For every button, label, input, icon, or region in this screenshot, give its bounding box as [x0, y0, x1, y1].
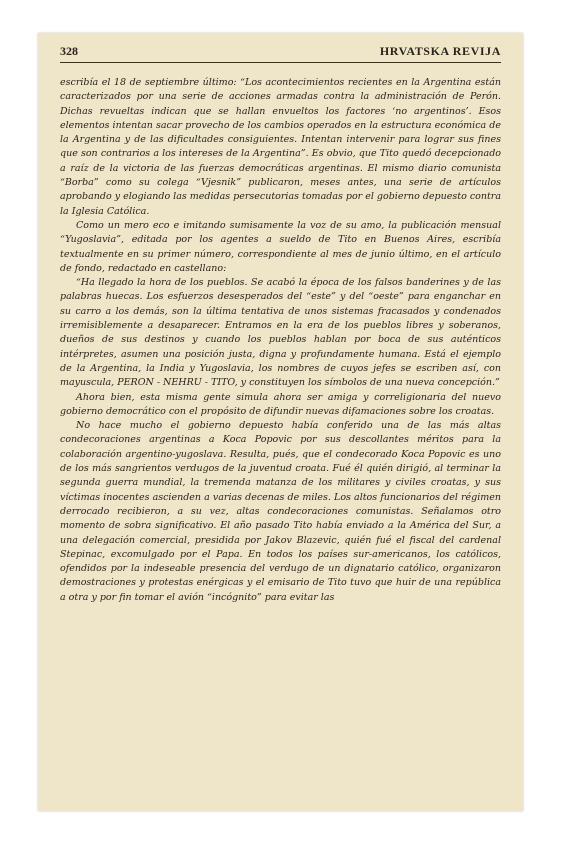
- page-header: [60, 42, 501, 63]
- page-number: 328: [60, 44, 78, 58]
- paragraph: Como un mero eco e imitando sumisamente la voz de su amo, la publicación mensual “Yugoslavia”, editada por los agentes a sueldo de Tito en Buenos Aires, escribía textualmente en su primer número, correspondiente al mes de junio último, en el artículo de fondo, redactado en castellano:: [60, 219, 501, 274]
- paragraph: Ahora bien, esta misma gente simula ahora ser amiga y correligionaria del nuevo gobierno democrático con el propósito de difundir nuevas difamaciones sobre los croatas.: [60, 391, 501, 417]
- running-title: HRVATSKA REVIJA: [379, 44, 501, 58]
- body-text: [60, 76, 501, 605]
- book-page: [38, 33, 523, 811]
- quoted-paragraph: “Ha llegado la hora de los pueblos. Se acabó la época de los falsos banderines y de las palabras huecas. Los esfuerzos desesperados del “este” y del “oeste” para enganchar en su carro a los demás, son la última tentativa de unos sistemas fracasados y condenados irremisiblemente a desaparecer. Entramos en la era de los pueblos libres y soberanos, dueños de sus destinos y cuando los pueblos hablan por boca de sus auténticos intérpretes, asumen una posición justa, digna y profundamente humana. Está el ejemplo de la Argentina, la India y Yugoslavia, los nombres de cuyos jefes se escriben así, con mayuscula, PERON - NEHRU - TITO, y constituyen los símbolos de una nueva concepción.”: [60, 277, 501, 389]
- paragraph: No hace mucho el gobierno depuesto había conferido una de las más altas condecoraciones argentinas a Koca Popovic por sus descollantes méritos para la colaboración argentino-yugoslava. Resulta, pués, que el condecorado Koca Popovic es uno de los más sangrientos verdugos de la juventud croata. Fué él quién dirigió, al terminar la segunda guerra mundial, la tremenda matanza de los militares y civiles croatas, y sus víctimas inocentes ascienden a varias decenas de miles. Los altos funcionarios del régimen derrocado recibieron, a su vez, altas condecoraciones comunistas. Señalamos otro momento de sobra significativo. El año pasado Tito había enviado a la América del Sur, a una delegación comercial, presidida por Jakov Blazevic, quién fué el fiscal del cardenal Stepinac, excomulgado por el Papa. En todos los países sur-americanos, los católicos, ofendidos por la indeseable presencia del verdugo de un dignatario católico, organizaron demostraciones y protestas enérgicas y el emisario de Tito tuvo que huir de una república a otra y por fin tomar el avión “incógnito” para evitar las: [60, 420, 501, 603]
- paragraph: escribía el 18 de septiembre último: “Los acontecimientos recientes en la Argentina están caracterizados por una serie de acciones armadas contra la administración de Perón. Dichas revueltas indican que se hallan envueltos los factores ‘no argentinos’. Esos elementos intentan sacar provecho de los cambios operados en la estructura económica de la Argentina y de las dificultades consiguientes. Intentan intervenir para lograr sus fines que son contrarios a los intereses de la Argentina”. Es obvio, que Tito quedó decepcionado a raíz de la victoria de las fuerzas democráticas argentinas. El mismo diario comunista “Borba” como su colega “Vjesnik” publicaron, meses antes, una serie de artículos aprobando y elogiando las medidas persecutorias tomadas por el gobierno depuesto contra la Iglesia Católica.: [60, 77, 501, 217]
